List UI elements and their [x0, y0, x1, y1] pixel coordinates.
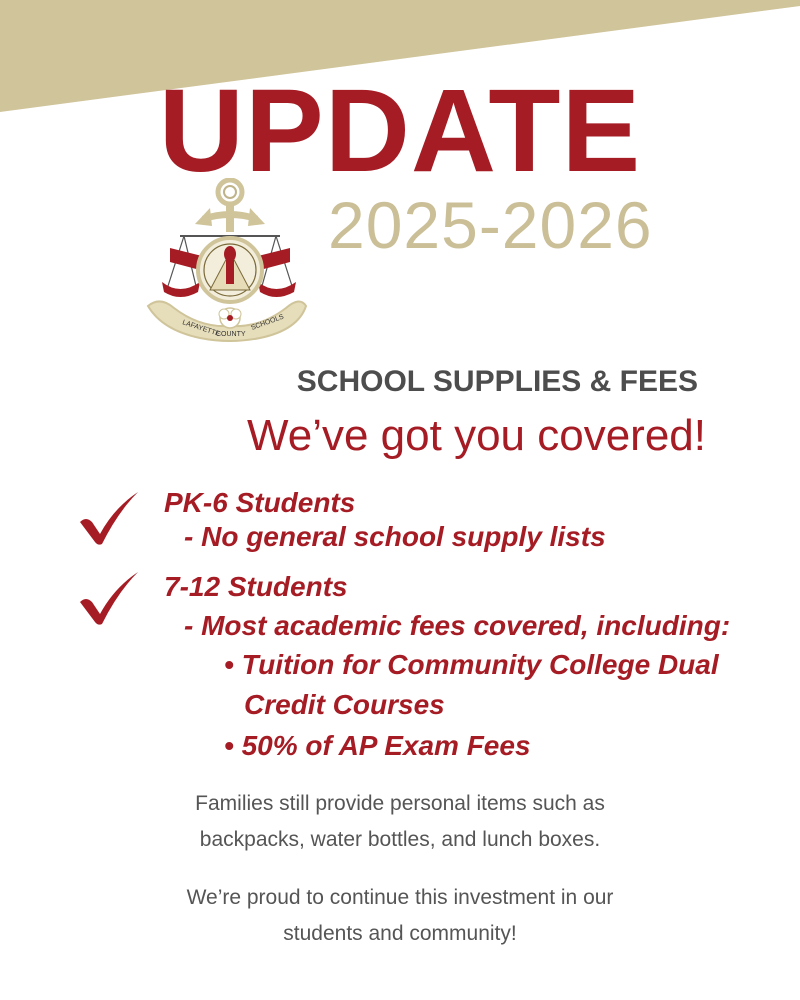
seal-ribbon-left: LAFAYETTE — [181, 319, 221, 339]
note-investment-line2: students and community! — [283, 922, 517, 945]
section-subtitle: SCHOOL SUPPLIES & FEES — [296, 365, 698, 398]
checkmark-icon — [78, 490, 140, 546]
note-personal-items-line2: backpacks, water bottles, and lunch boxes. — [199, 828, 601, 851]
seal-ribbon-right: SCHOOLS — [250, 313, 285, 332]
school-year: 2025-2026 — [328, 188, 653, 262]
pk6-detail: - No general school supply lists — [184, 521, 606, 552]
grades712-heading: 7-12 Students — [164, 571, 348, 602]
note-investment-line1: We’re proud to continue this investment in our — [186, 886, 614, 909]
checkmark-icon — [78, 570, 140, 626]
grades712-detail: - Most academic fees covered, including: — [184, 610, 731, 641]
bullet-tuition: • Tuition for Community College Dual — [224, 649, 719, 680]
note-personal-items-line1: Families still provide personal items such as — [195, 792, 605, 815]
tagline: We’ve got you covered! — [247, 411, 706, 460]
pk6-heading: PK-6 Students — [164, 487, 356, 518]
page-title: UPDATE — [158, 65, 642, 197]
seal-ribbon-center: COUNTY — [216, 331, 246, 338]
bullet-tuition-cont: Credit Courses — [244, 689, 445, 720]
district-seal-logo — [140, 178, 310, 348]
bullet-ap-fees: • 50% of AP Exam Fees — [224, 730, 531, 761]
